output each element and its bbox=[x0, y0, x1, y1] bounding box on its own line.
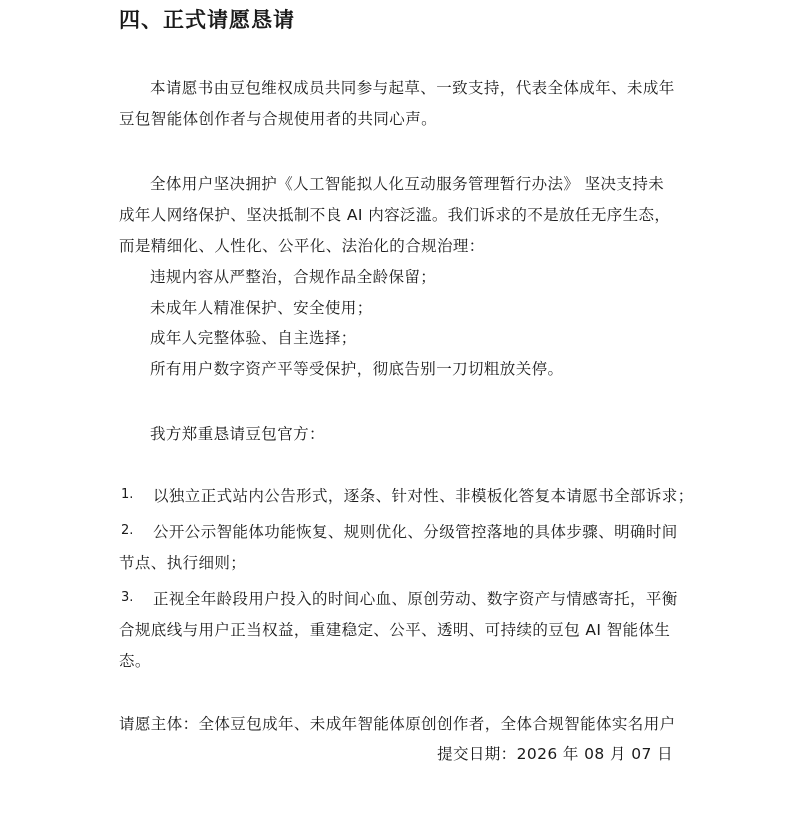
request-3-line-1: 正视全年龄段用户投入的时间心血、原创劳动、数字资产与情感寄托，平衡 bbox=[153, 590, 678, 608]
request-3-line-2: 合规底线与用户正当权益，重建稳定、公平、透明、可持续的豆包 AI 智能体生 bbox=[119, 621, 671, 639]
para2-line-3: 而是精细化、人性化、公平化、法治化的合规治理： bbox=[119, 237, 485, 255]
point-3: 成年人完整体验、自主选择； bbox=[150, 329, 357, 347]
point-1: 违规内容从严整治，合规作品全龄保留； bbox=[150, 268, 437, 286]
request-intro: 我方郑重恳请豆包官方： bbox=[150, 425, 325, 443]
para2-line-1: 全体用户坚决拥护《人工智能拟人化互动服务管理暂行办法》 坚决支持未 bbox=[150, 175, 665, 193]
request-2-number: 2. bbox=[121, 523, 134, 538]
para2-line-2: 成年人网络保护、坚决抵制不良 AI 内容泛滥。我们诉求的不是放任无序生态， bbox=[119, 206, 671, 224]
request-2-line-2: 节点、执行细则； bbox=[119, 554, 247, 572]
point-4: 所有用户数字资产平等受保护，彻底告别一刀切粗放关停。 bbox=[150, 360, 564, 378]
petitioner-line: 请愿主体：全体豆包成年、未成年智能体原创创作者，全体合规智能体实名用户 bbox=[119, 715, 676, 733]
request-1-line-1: 以独立正式站内公告形式，逐条、针对性、非模板化答复本请愿书全部诉求； bbox=[153, 487, 694, 505]
request-2-line-1: 公开公示智能体功能恢复、规则优化、分级管控落地的具体步骤、明确时间 bbox=[153, 523, 678, 541]
point-2: 未成年人精准保护、安全使用； bbox=[150, 299, 373, 317]
para1-line-2: 豆包智能体创作者与合规使用者的共同心声。 bbox=[119, 110, 438, 128]
request-1-number: 1. bbox=[121, 487, 134, 502]
submit-date: 提交日期：2026 年 08 月 07 日 bbox=[437, 745, 673, 763]
para1-line-1: 本请愿书由豆包维权成员共同参与起草、一致支持，代表全体成年、未成年 bbox=[150, 79, 675, 97]
request-3-number: 3. bbox=[121, 590, 134, 605]
section-heading: 四、正式请愿恳请 bbox=[119, 8, 295, 32]
request-3-line-3: 态。 bbox=[119, 652, 151, 670]
